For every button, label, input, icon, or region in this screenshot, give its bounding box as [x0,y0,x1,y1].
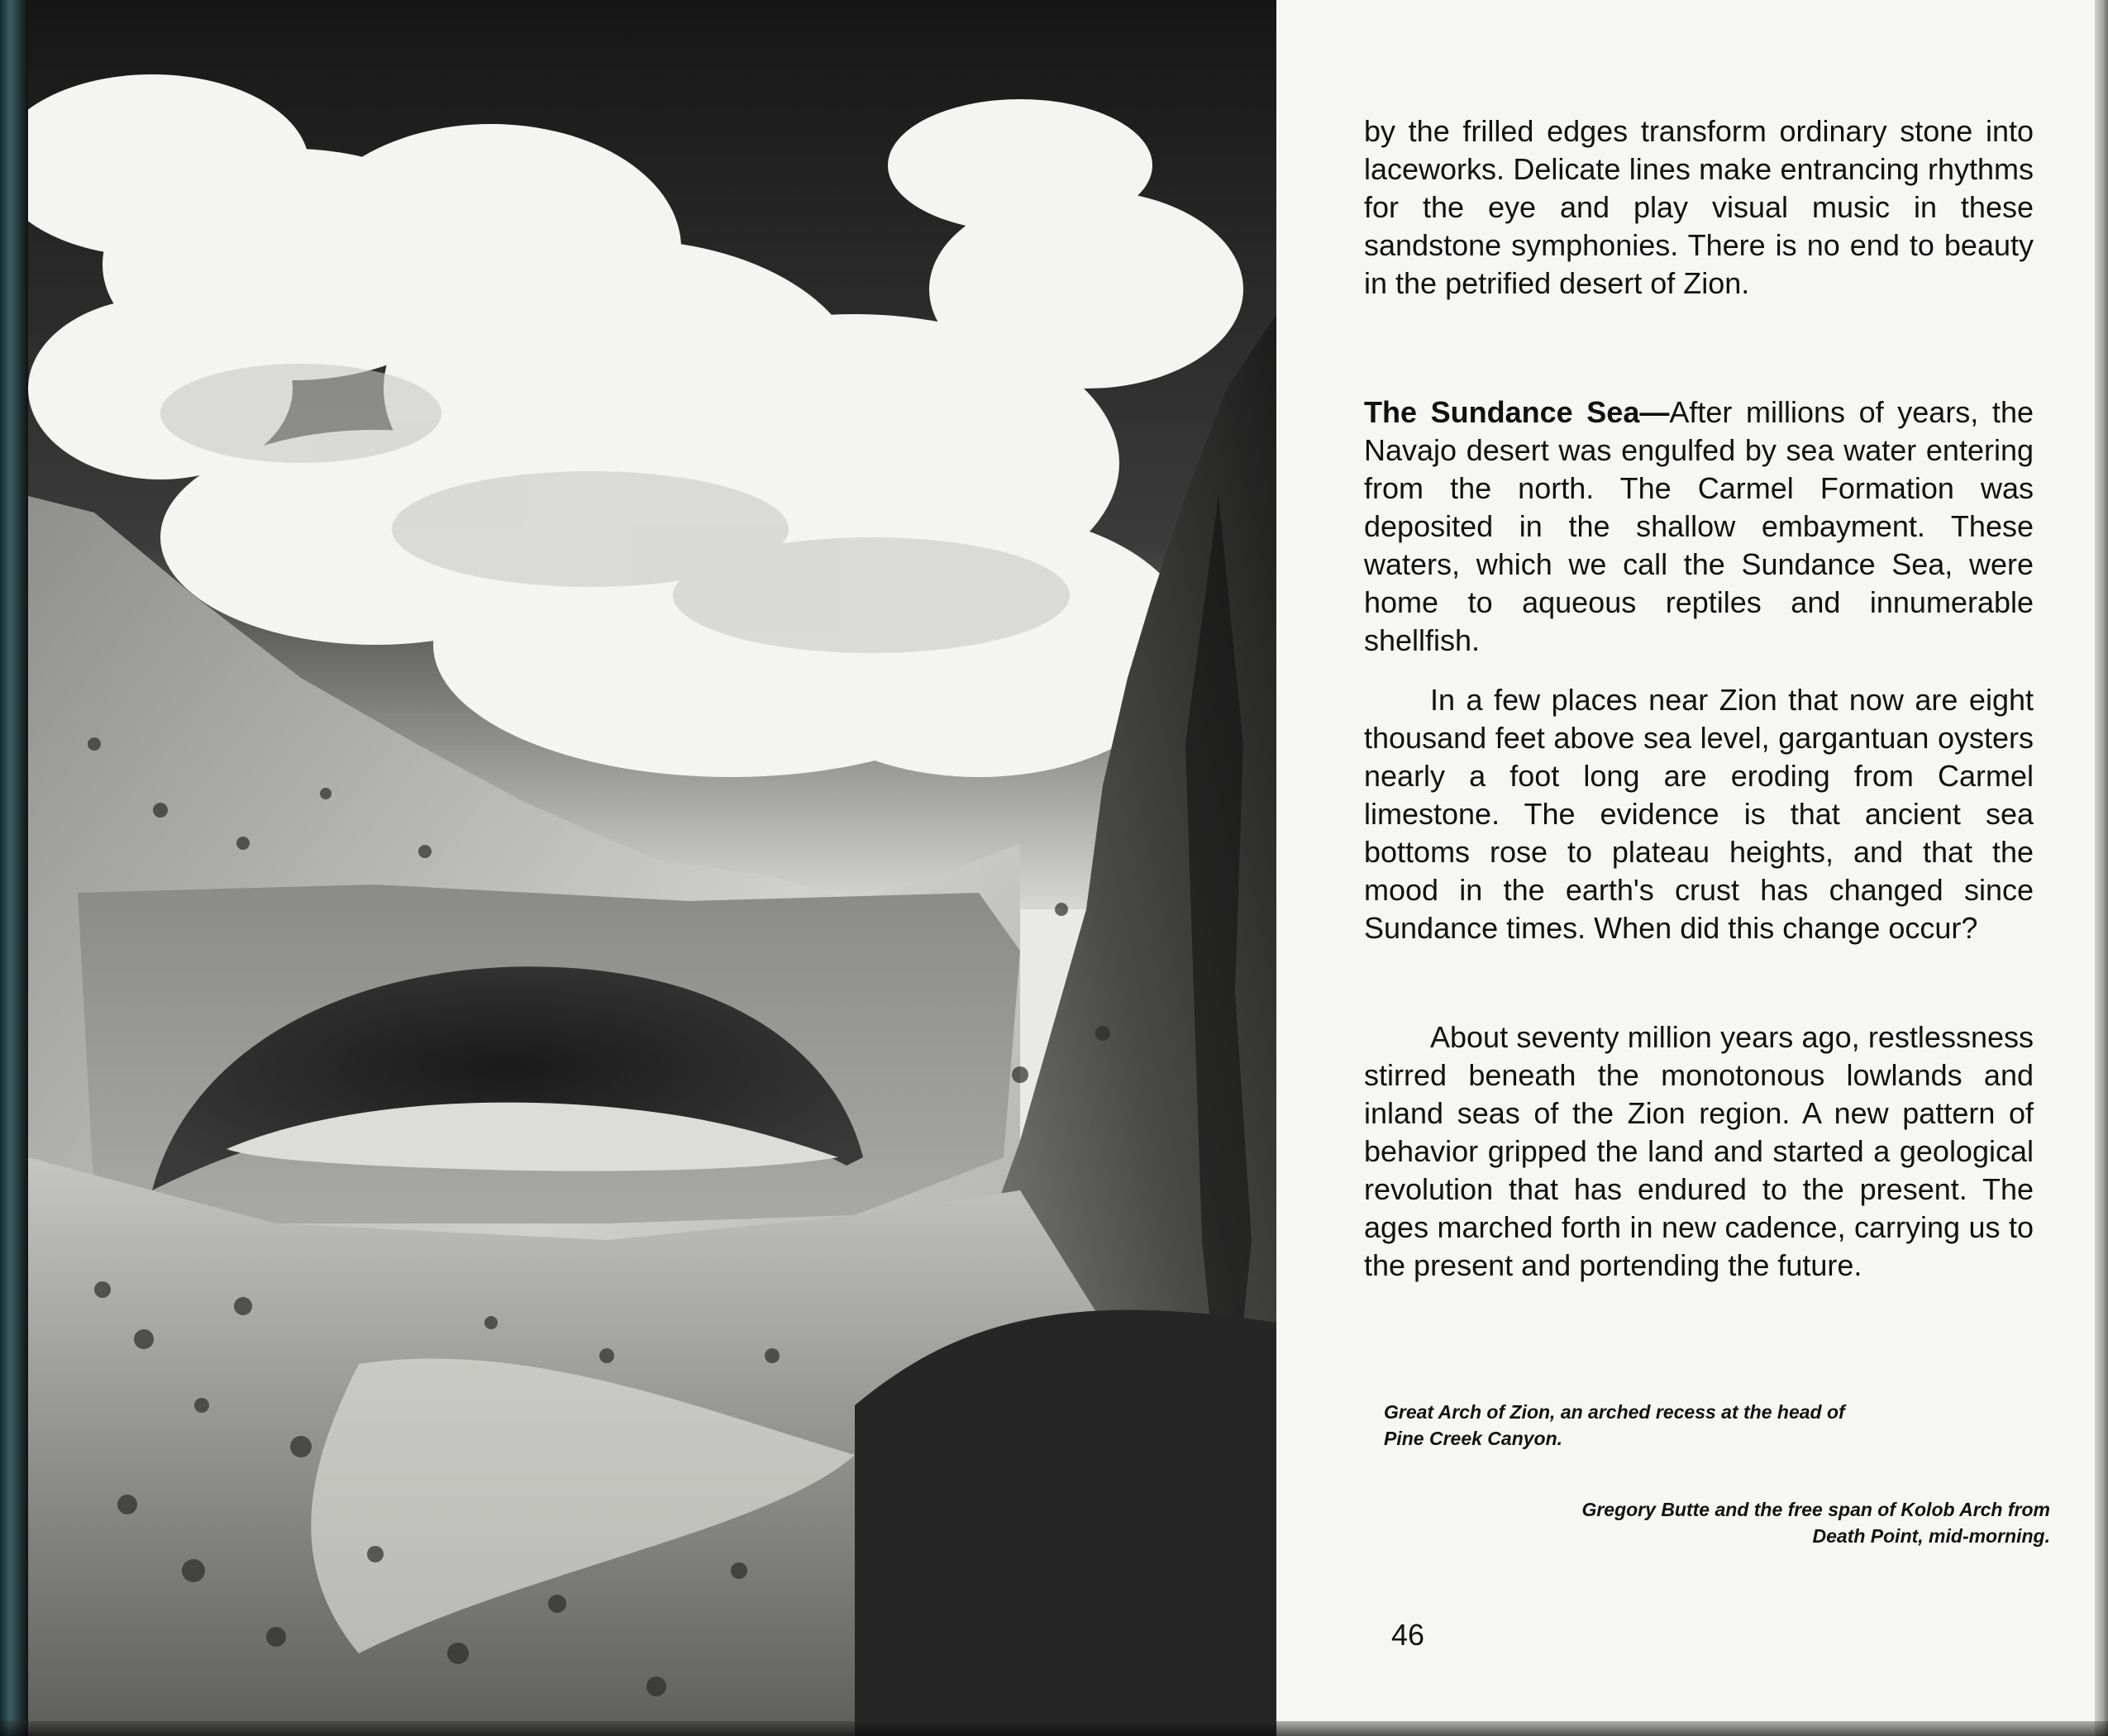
canyon-illustration [28,0,1276,1736]
right-page-edge [2095,0,2108,1736]
page-number: 46 [1391,1618,1425,1652]
great-arch-photo [28,0,1276,1736]
bottom-shadow [0,1721,2108,1736]
caption-kolob-arch: Gregory Butte and the free span of Kolob Arch from Death Point, mid-morning. [1581,1499,2050,1547]
caption-great-arch: Great Arch of Zion, an arched recess at the head of Pine Creek Canyon. [1384,1401,1845,1449]
paragraph-3: In a few places near Zion that now are eight thousand feet above sea level, gargantuan oysters nearly a foot long are eroding from Carmel limestone. The evidence is that ancient sea bottoms rose to plateau heights, and that the mood in the earth's crust has changed since Sundance times. When did this change occur? [1364,683,2034,945]
paragraph-4: About seventy million years ago, restlessness stirred beneath the monotonous lowlands and inland seas of the Zion region. A new pattern of behavior gripped the land and started a geological revolution that has endured to the present. The ages marched forth in new cadence, carrying us to the present and portending the future. [1364,1020,2034,1282]
paragraph-1: by the frilled edges transform ordinary stone into laceworks. Delicate lines make entrancing rhythms for the eye and play visual music in these sandstone symphonies. There is no end to beauty in the petrified desert of Zion. [1364,114,2034,300]
paragraph-2 [1364,393,2034,660]
paragraph-2-body: After millions of years, the Navajo desert was engulfed by sea water entering from the north. The Carmel Formation was deposited in the shallow embayment. These waters, which we call the Sundance Sea, were home to aqueous reptiles and innumerable shellfish. [1364,395,2034,657]
section-heading: The Sundance Sea— [1364,395,1670,429]
left-page-edge [0,0,28,1736]
